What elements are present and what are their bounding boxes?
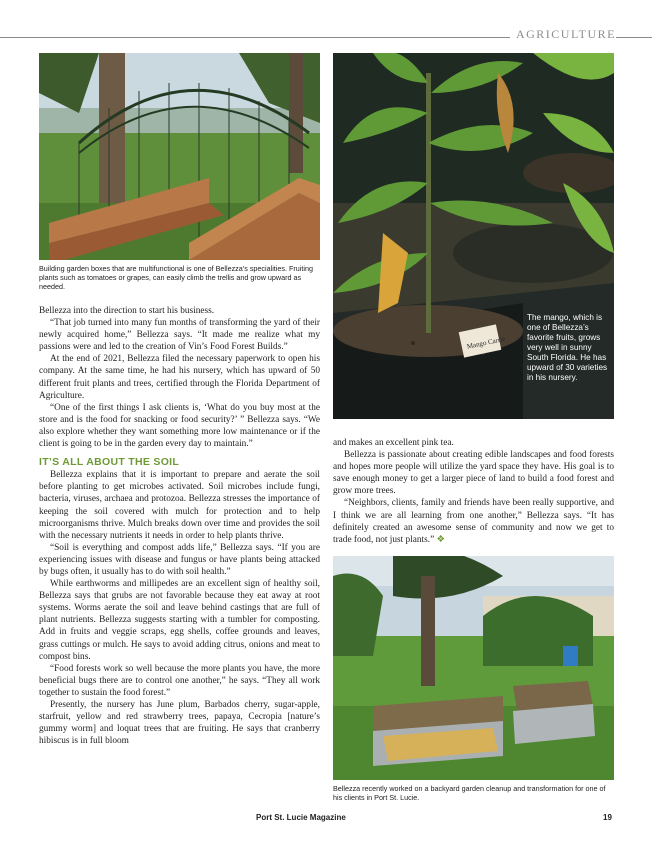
garden-boxes-photo [39, 53, 320, 260]
article-paragraph: At the end of 2021, Bellezza filed the necessary paperwork to open his company. At the same time, he had his nursery, which has upward of 50 different fruit plants and trees, certified through the Florida Department of Agriculture. [39, 354, 320, 401]
backyard-photo [333, 556, 614, 780]
article-paragraph: Presently, the nursery has June plum, Barbados cherry, sugar-apple, starfruit, yellow and red strawberry trees, papaya, Cecropia [nature’s gummy worm] and loquat trees that are fruiting. He says that cranberry hibiscus is in full bloom [39, 700, 320, 747]
article-paragraph: Bellezza is passionate about creating edible landscapes and food forests and hopes more people will utilize the yard space they have. His goal is to save enough money to get a larger piece of land to build a food forest and grow more trees. [333, 450, 614, 497]
end-mark-icon: ❖ [436, 534, 445, 545]
article-right-column [333, 437, 614, 546]
closing-paragraph-text: “Neighbors, clients, family and friends have been really supportive, and I think we are all learning from one another,” Bellezza says. “It has definitely created an awesome sense of community and now we get to trade food, not just plants.” [333, 498, 614, 545]
mango-caption: The mango, which is one of Bellezza’s favorite fruits, grows very well in sunny South Florida. He has upward of 30 varieties in his nursery. [527, 313, 608, 382]
article-paragraph: “One of the first things I ask clients is, ‘What do you buy most at the store and is the food for snacking or food security?’ ” Bellezza says. “We also explore whether they want something more low maintenance or if the client is going to be in the garden every day to maintain.” [39, 402, 320, 450]
article-paragraph: and makes an excellent pink tea. [333, 438, 454, 448]
article-paragraph: Bellezza into the direction to start his business. [39, 306, 215, 316]
article-paragraph [333, 497, 614, 545]
article-paragraph: Bellezza explains that it is important to prepare and aerate the soil before planting to get microbes activated. Soil microbes include fungi, bacteria, viruses, archaea and protozoa. Bellezza stresses the importance of keeping the soil covered with mulch for protection and to help microorganisms thrive. Mulch breaks down over time and provides the soil with the necessary nutrients it needs in order to help plants thrive. [39, 470, 320, 541]
article-left-column [39, 305, 320, 747]
page-number: 19 [603, 813, 612, 822]
garden-boxes-caption: Building garden boxes that are multifunctional is one of Bellezza’s specialities. Fruiting plants such as tomatoes or grapes, can easily climb the trellis and grow upward as needed. [39, 264, 313, 292]
article-paragraph: While earthworms and millipedes are an excellent sign of healthy soil, Bellezza says that grubs are not favorable because they eat away at root systems. Worms aerate the soil and leave behind castings that are full of plant nutrients. Bellezza suggests starting with a tumbler for composting. Add in fruits and veggie scraps, egg shells, coffee grounds and leaves, grass cuttings or mulch. He says to avoid adding citrus, onions and meat to compost bins. [39, 579, 320, 662]
plant-tag-text: Mango Carrie [466, 334, 506, 351]
backyard-caption: Bellezza recently worked on a backyard garden cleanup and transformation for one of his clients in Port St. Lucie. [333, 784, 606, 803]
article-paragraph: “Food forests work so well because the more plants you have, the more beneficial bugs there are to control one another,” he says. “They all work together to sustain the food forest.” [39, 663, 320, 698]
magazine-name: Port St. Lucie Magazine [256, 813, 346, 822]
soil-subhead: IT’S ALL ABOUT THE SOIL [39, 456, 180, 469]
section-label: AGRICULTURE [510, 27, 616, 42]
article-paragraph: “Soil is everything and compost adds life,” Bellezza says. “If you are experiencing issues with disease and fungus or have plants being attacked by bugs often, it usually has to do with soil health.” [39, 542, 320, 577]
article-paragraph: “That job turned into many fun months of transforming the yard of their newly acquired home,” Bellezza says. “It made me realize what my passions were and led to the creation of Vin’s Food Forest Builds.” [39, 318, 320, 353]
